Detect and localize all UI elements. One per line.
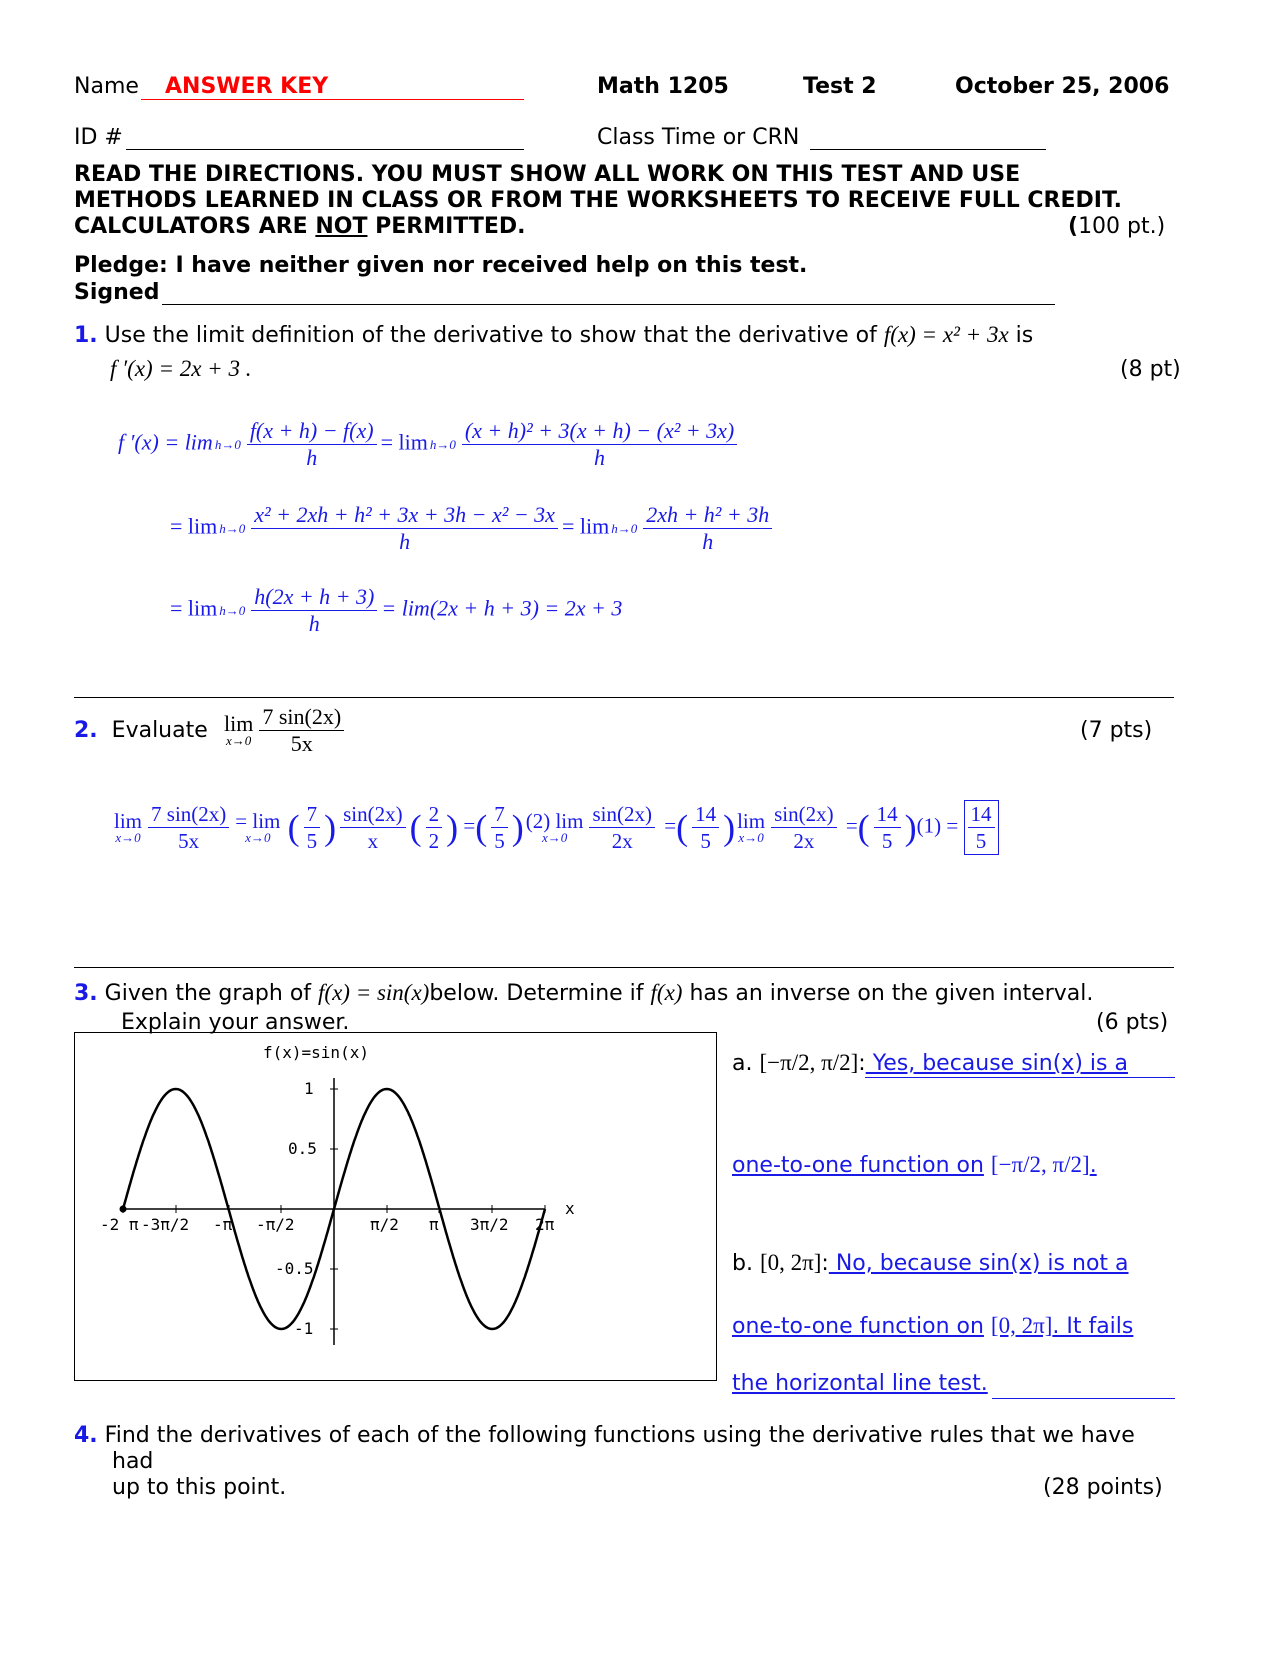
q3-points: (6 pts) (1096, 1010, 1169, 1035)
q1-work-line-3: = lim h→0 $\frac{h(2x + h + 3)}{h}$ = lim(2x + h + 3) = 2x + 3 (170, 584, 623, 636)
signed-label: Signed (74, 280, 160, 305)
directions-line-1: READ THE DIRECTIONS. YOU MUST SHOW ALL WORK ON THIS TEST AND USE (74, 162, 1021, 187)
sine-graph (75, 1033, 716, 1380)
name-underline (141, 99, 524, 100)
q3-prompt: 3. Given the graph of f(x) = sin(x)below. Determine if f(x) has an inverse on the given interval. (74, 980, 1094, 1006)
q1-work-line-1: f ′(x) = lim h→0 $\frac{f(x + h) - f(x)}{h}$ = lim h→0 $\frac{\text{(x + h)² + 3(x + h) − (x² + 3x)}}{h}$ (118, 418, 741, 471)
q3-a-row: a. [−π/2, π/2]: Yes, because sin(x) is a (732, 1050, 1128, 1076)
x-tick-pi: π (429, 1215, 439, 1234)
q2-answer-box: $\frac{14}{5}$ (964, 800, 999, 855)
q1-prompt: 1. Use the limit definition of the derivative to show that the derivative of f(x) = x² + 3x is (74, 322, 1034, 348)
x-tick-3pi2: 3π/2 (470, 1215, 509, 1234)
q3-b-underline-end (992, 1398, 1175, 1399)
directions-line-2: METHODS LEARNED IN CLASS OR FROM THE WORKSHEETS TO RECEIVE FULL CREDIT. (74, 188, 1122, 213)
q1-fprime: f ′(x) = 2x + 3 . (110, 356, 252, 381)
q2-solution: lim x→0 $\frac{7 \sin(2x)}{5x}$ = lim x→0 ( $\frac{7}{5}$ ) $\frac{\sin(2x)}{x}$ ( $\frac{2}{2}$ ) =( $\frac{7}{5}$ )(2) lim x→0 $\frac{\sin(2x)}{2x}$ =( $\frac{14}{5}$ )lim x→0 $\frac{\sin(2x)}{2x}$ =( $\frac{14}{5}$ )(1) = $\frac{14}{5}$ (112, 800, 999, 855)
q3-b-row: b. [0, 2π]: No, because sin(x) is not a (732, 1250, 1129, 1276)
q3-explain: Explain your answer. (121, 1010, 350, 1035)
q4-prompt-3: up to this point. (112, 1475, 287, 1500)
q4-prompt-2: had (112, 1449, 154, 1474)
q1-points: (8 pt) (1120, 357, 1181, 382)
name-label: Name (74, 74, 139, 99)
x-tick-neg3pi2: -3π/2 (141, 1215, 190, 1234)
graph-title: f(x)=sin(x) (263, 1043, 369, 1062)
curve-endpoint-left (120, 1206, 127, 1213)
q2-problem: lim x→0 $\frac{7 \sin(2x)}{5x}$ (222, 704, 348, 757)
directions-line-3: CALCULATORS ARE NOT PERMITTED. (74, 214, 526, 239)
y-tick-neg0.5: -0.5 (275, 1259, 314, 1278)
q2-prompt: 2. Evaluate (74, 718, 208, 743)
test-title: Test 2 (803, 74, 877, 99)
sine-graph-frame (74, 1032, 717, 1381)
y-tick-1: 1 (304, 1079, 314, 1098)
x-tick-negpi2: -π/2 (256, 1215, 295, 1234)
x-tick-neg2pi: -2 π (100, 1215, 139, 1234)
q1-work-line-2: = lim h→0 $\frac{\text{x² + 2xh + h² + 3x + 3h − x² − 3x}}{h}$ = lim h→0 $\frac{\text{2xh + h² + 3h}}{h}$ (170, 502, 776, 555)
course-title: Math 1205 (597, 74, 729, 99)
divider-1 (74, 697, 1174, 698)
id-label: ID # (74, 125, 123, 150)
q3-b-row-2: one-to-one function on [0, 2π]. It fails (732, 1313, 1134, 1339)
x-tick-negpi: -π (213, 1215, 233, 1234)
class-time-label: Class Time or CRN (597, 125, 800, 150)
q4-points: (28 points) (1043, 1475, 1163, 1500)
q3-a-row-2: one-to-one function on [−π/2, π/2]. (732, 1152, 1097, 1178)
id-underline (126, 149, 524, 150)
class-time-underline (810, 149, 1046, 150)
x-tick-pi2: π/2 (370, 1215, 399, 1234)
signature-underline (162, 304, 1055, 305)
divider-2 (74, 967, 1174, 968)
q4-prompt: 4. Find the derivatives of each of the following functions using the derivative rules that we have (74, 1423, 1135, 1448)
q3-a-underline-1 (865, 1077, 1175, 1078)
q3-b-row-3: the horizontal line test. (732, 1371, 988, 1396)
test-date: October 25, 2006 (955, 74, 1170, 99)
pledge-text: Pledge: I have neither given nor received help on this test. (74, 253, 808, 278)
total-points: (100 pt.) (1068, 214, 1166, 239)
y-tick-0.5: 0.5 (288, 1139, 317, 1158)
x-tick-2pi: 2π (535, 1215, 555, 1234)
name-value: ANSWER KEY (165, 74, 329, 99)
q2-points: (7 pts) (1080, 718, 1153, 743)
x-axis-label: x (565, 1199, 575, 1218)
y-tick-neg1: -1 (294, 1319, 314, 1338)
